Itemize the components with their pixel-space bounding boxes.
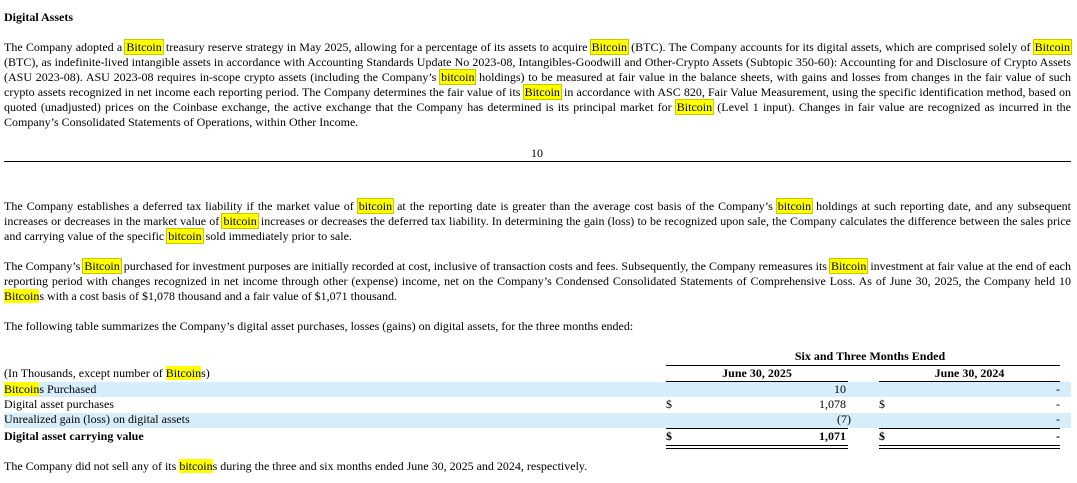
table-row-label: Digital asset carrying value (4, 429, 144, 443)
currency-symbol: $ (666, 429, 672, 443)
highlighted-term: Bitcoin (591, 40, 627, 54)
paragraph-table-intro: The following table summarizes the Company’s digital asset purchases, losses (gains) on digital assets, for the three months ended: (4, 319, 634, 333)
col-header-2024: June 30, 2024 (934, 366, 1005, 380)
highlighted-term: Bitcoin (1034, 40, 1070, 54)
table-row-value-2024: - (1056, 382, 1060, 396)
paragraph-adoption: The Company adopted a Bitcoin treasury reserve strategy in May 2025, allowing for a percentage of its assets to acquire Bitcoin (BTC). The Company accounts for its digital assets, which are comprised solely of Bitcoin (BTC), as indefinite-lived intangible assets in accordance with Accounting Standards Update No 2023-08, Intangibles-Goodwill and Other-Crypto Assets (Subtopic 350-60): Accounting for and Disclosure of Crypto Assets (ASU 2023-08). ASU 2023-08 requires in-scope crypto assets (including the Company’s bitcoin holdings) to be measured at fair value in the balance sheets, with gains and losses from changes in the fair value of such crypto assets recognized in net income each reporting period. The Company determines the fair value of its Bitcoin in accordance with ASC 820, Fair Value Measurement, using the specific identification method, based on quoted (unadjusted) prices on the Coinbase exchange, the active exchange that the Company has determined is its principal market for Bitcoin (Level 1 input). Changes in fair value are recognized as incurred in the Company’s Consolidated Statements of Operations, within Other Income. (4, 40, 1072, 129)
table-row-value-2025: 10 (834, 382, 846, 396)
paragraph-no-sales: The Company did not sell any of its bitcoins during the three and six months ended June 30, 2025 and 2024, respectively. (4, 459, 588, 473)
highlighted-term: bitcoin (777, 199, 812, 213)
table-row-label: Digital asset purchases (4, 397, 114, 411)
page-break-rule (4, 161, 1071, 162)
highlighted-term: Bitcoin (676, 100, 713, 114)
table-row-value-2024: - (1056, 412, 1060, 426)
currency-symbol: $ (879, 397, 885, 411)
table-row-value-2024: - (1056, 429, 1060, 443)
highlighted-term: bitcoin (223, 214, 257, 228)
highlighted-term: Bitcoin (4, 289, 40, 303)
total-double-underline (666, 445, 848, 449)
paragraph-remeasurement: The Company’s Bitcoin purchased for investment purposes are initially recorded at cost, inclusive of transaction costs and fees. Subsequently, the Company remeasures its Bitcoin investment at fair value at the end of each reporting period with changes recognized in net income through other (expense) income, net on the Company’s Condensed Consolidated Statements of Comprehensive Loss. As of June 30, 2025, the Company held 10 Bitcoins with a cost basis of $1,078 thousand and a fair value of $1,071 thousand. (4, 259, 1072, 303)
table-group-header: Six and Three Months Ended (794, 349, 946, 363)
table-row-value-2025: 1,071 (819, 429, 846, 443)
col-header-2025: June 30, 2025 (722, 366, 792, 380)
table-row-label: Bitcoins Purchased (4, 382, 97, 396)
table-units-label: (In Thousands, except number of Bitcoins) (4, 366, 210, 380)
highlighted-term: Bitcoin (84, 259, 120, 273)
highlighted-term: Bitcoin (524, 85, 560, 99)
highlighted-term: Bitcoin (126, 40, 162, 54)
table-row-value-2025: 1,078 (819, 397, 846, 411)
section-heading: Digital Assets (4, 10, 73, 24)
currency-symbol: $ (879, 429, 885, 443)
highlighted-term: bitcoin (441, 70, 475, 84)
table-row-value-2024: - (1056, 397, 1060, 411)
paragraph-deferred-tax: The Company establishes a deferred tax liability if the market value of bitcoin at the reporting date is greater than the average cost basis of the Company’s bitcoin holdings at such reporting date, and any subsequent increases or decreases in the market value of bitcoin increases or decreases the deferred tax liability. In determining the gain (loss) to be recognized upon sale, the Company calculates the difference between the sales price and carrying value of the specific bitcoin sold immediately prior to sale. (4, 199, 1071, 243)
table-row-label: Unrealized gain (loss) on digital assets (4, 412, 190, 426)
page-number: 10 (531, 146, 543, 160)
highlighted-term: bitcoin (358, 199, 393, 213)
table-row-shade (4, 382, 1071, 397)
table-row-value-2025: (7) (837, 412, 851, 426)
total-double-underline (879, 445, 1060, 449)
highlighted-term: bitcoin (168, 229, 202, 243)
currency-symbol: $ (666, 397, 672, 411)
highlighted-term: Bitcoin (830, 259, 867, 273)
